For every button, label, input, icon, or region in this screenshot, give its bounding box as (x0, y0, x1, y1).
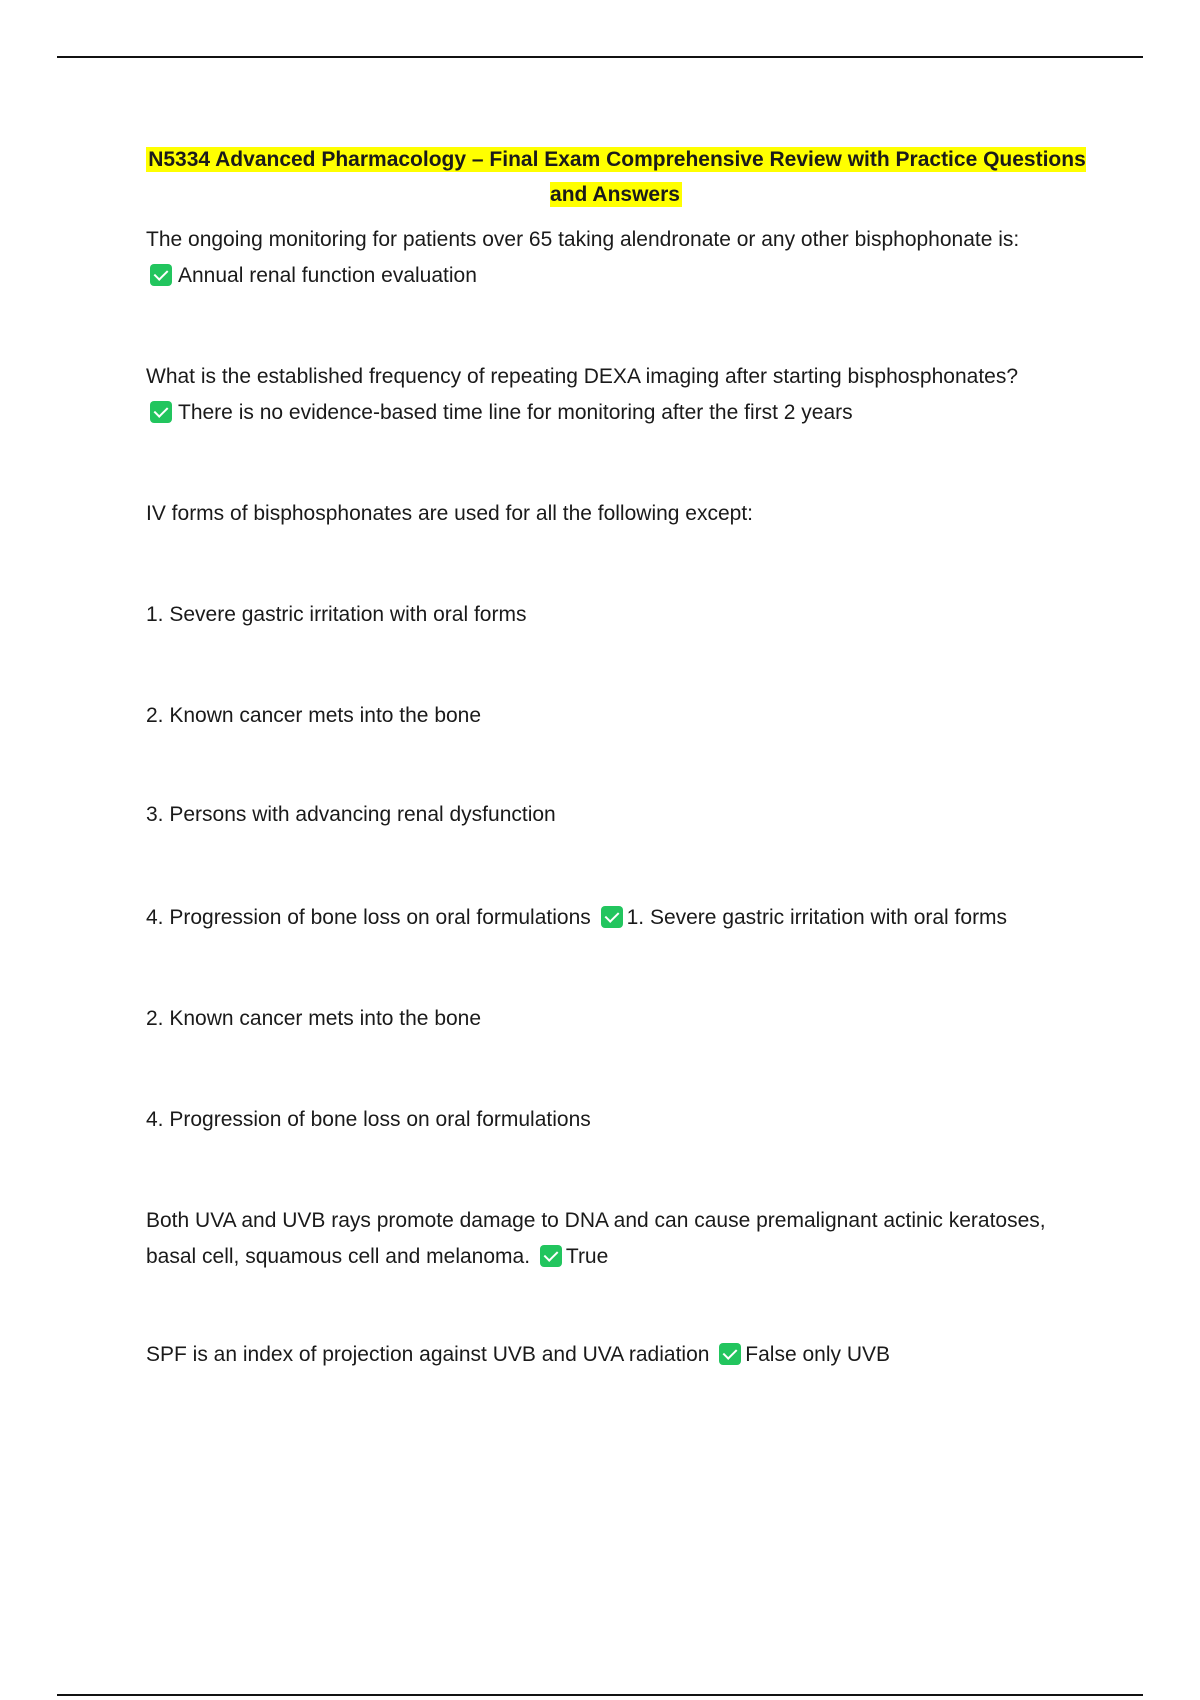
question-text: IV forms of bisphosphonates are used for all the following except: (146, 502, 754, 525)
question-2 (146, 359, 1086, 431)
option-2: 2. Known cancer mets into the bone (146, 704, 482, 727)
check-mark-icon (601, 906, 623, 928)
document-title: N5334 Advanced Pharmacology – Final Exam Comprehensive Review with Practice Questions and Answers (148, 148, 1086, 206)
question-text: Both UVA and UVB rays promote damage to DNA and can cause premalignant actinic keratoses, basal cell, squamous cell and melanoma. True (146, 1209, 1046, 1268)
question-text: The ongoing monitoring for patients over 65 taking alendronate or any other bisphophonate is: (146, 228, 1020, 251)
check-mark-icon (719, 1343, 741, 1365)
question-text: What is the established frequency of repeating DEXA imaging after starting bisphosphonates? (146, 365, 1019, 388)
check-mark-icon (150, 264, 172, 286)
answer: There is no evidence-based time line for monitoring after the first 2 years (146, 395, 1086, 431)
question-5 (146, 1337, 1086, 1373)
question-text: SPF is an index of projection against UVB and UVA radiation False only UVB (146, 1343, 891, 1366)
question-4 (146, 1203, 1086, 1275)
document-body (146, 142, 1086, 1373)
question-1 (146, 222, 1086, 294)
answer-line-2: 2. Known cancer mets into the bone (146, 1007, 482, 1030)
bottom-rule (57, 1694, 1143, 1696)
answer: Annual renal function evaluation (146, 258, 1086, 294)
check-mark-icon (150, 401, 172, 423)
check-mark-icon (540, 1245, 562, 1267)
question-3 (146, 496, 1086, 1138)
option-3: 3. Persons with advancing renal dysfunction (146, 803, 556, 826)
answer-line-3: 4. Progression of bone loss on oral formulations (146, 1108, 591, 1131)
option-4-with-answer: 4. Progression of bone loss on oral formulations 1. Severe gastric irritation with oral forms (146, 906, 1008, 929)
top-rule (57, 56, 1143, 58)
option-1: 1. Severe gastric irritation with oral forms (146, 603, 527, 626)
